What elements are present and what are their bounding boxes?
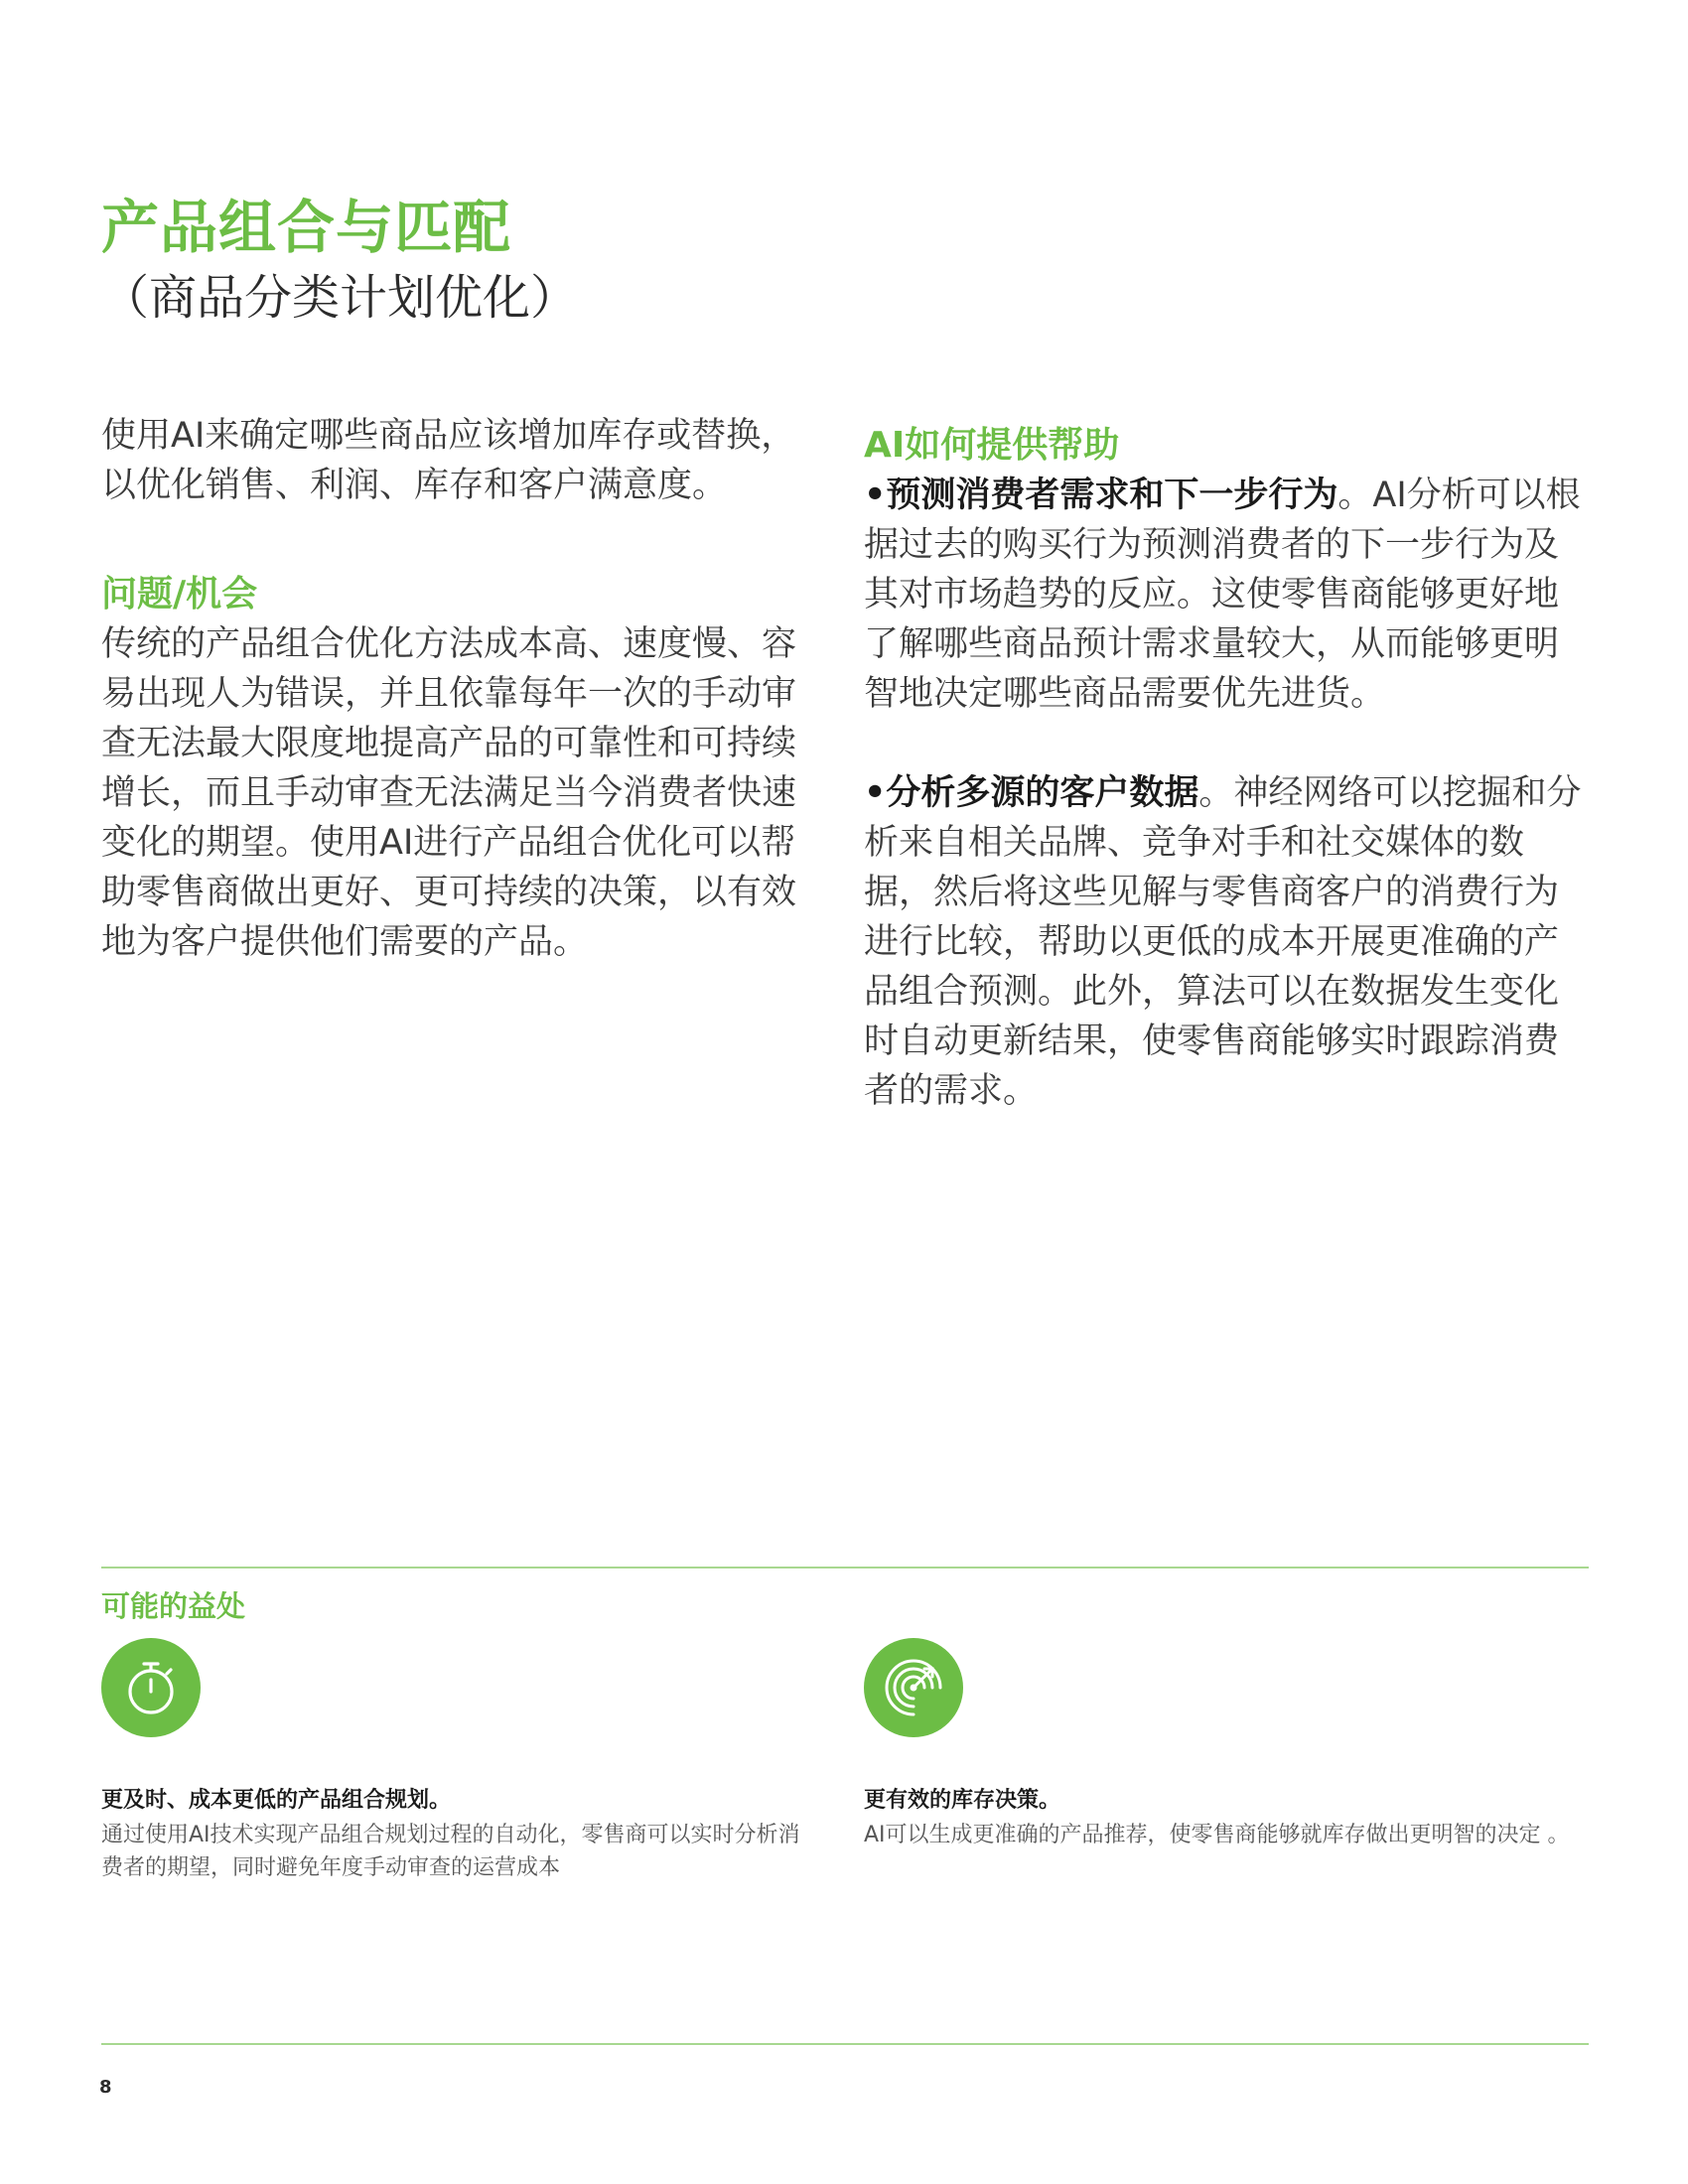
help-heading: AI如何提供帮助 <box>864 425 1120 466</box>
problem-heading: 问题/机会 <box>101 574 258 614</box>
help-bullet-text: 。AI分析可以根据过去的购买行为预测消费者的下一步行为及其对市场趋势的反应。这使零售商能够更好地了解哪些商品预计需求量较大，从而能够更明智地决定哪些商品需要优先进货。 <box>864 476 1581 714</box>
benefits-heading: 可能的益处 <box>101 1589 246 1623</box>
benefit-description: 通过使用AI技术实现产品组合规划过程的自动化，零售商可以实时分析消费者的期望，同时避免年度手动审查的运营成本 <box>101 1823 800 1880</box>
help-bullet-forecast <box>864 471 1589 719</box>
benefit-description: AI可以生成更准确的产品推荐，使零售商能够就库存做出更明智的决定 。 <box>864 1823 1570 1847</box>
right-column <box>864 421 1589 1116</box>
page-title: 产品组合与匹配 <box>101 194 512 261</box>
help-bullet-title: •预测消费者需求和下一步行为 <box>864 476 1338 515</box>
benefit-title: 更有效的库存决策。 <box>864 1788 1061 1813</box>
help-bullet-text: 。神经网络可以挖掘和分析来自相关品牌、竞争对手和社交媒体的数据，然后将这些见解与零售商客户的消费行为进行比较，帮助以更低的成本开展更准确的产品组合预测。此外，算法可以在数据发生变化时自动更新结果，使零售商能够实时跟踪消费者的需求。 <box>864 773 1582 1111</box>
page-number: 8 <box>99 2077 112 2098</box>
stopwatch-icon <box>101 1638 201 1737</box>
benefit-item-planning <box>101 1638 856 1884</box>
benefit-title: 更及时、成本更低的产品组合规划。 <box>101 1788 452 1813</box>
footer-divider <box>101 2043 1589 2045</box>
benefit-item-inventory <box>864 1638 1618 1851</box>
left-column <box>101 411 816 967</box>
problem-paragraph: 传统的产品组合优化方法成本高、速度慢、容易出现人为错误，并且依靠每年一次的手动审查无法最大限度地提高产品的可靠性和可持续增长，而且手动审查无法满足当今消费者快速变化的期望。使用AI进行产品组合优化可以帮助零售商做出更好、更可持续的决策，以有效地为客户提供他们需要的产品。 <box>101 624 797 962</box>
page-subtitle: （商品分类计划优化） <box>101 270 579 326</box>
help-bullet-data-analysis <box>864 768 1589 1116</box>
help-bullet-title: •分析多源的客户数据 <box>864 773 1199 813</box>
target-spiral-icon <box>864 1638 963 1737</box>
benefits-divider <box>101 1567 1589 1569</box>
intro-paragraph: 使用AI来确定哪些商品应该增加库存或替换，以优化销售、利润、库存和客户满意度。 <box>101 416 796 505</box>
